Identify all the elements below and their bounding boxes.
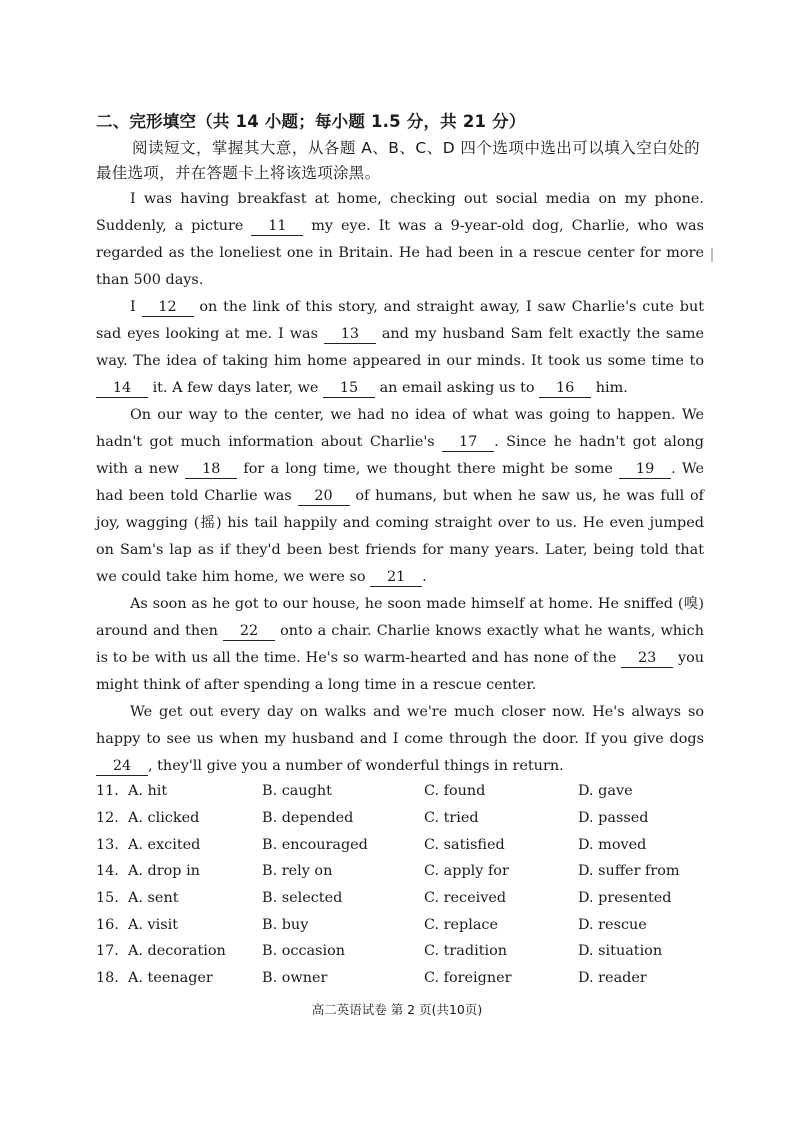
question-number: 17. xyxy=(96,943,119,960)
option-a: A. drop in xyxy=(128,863,200,880)
text-run: I xyxy=(130,299,142,315)
text-run: . We had been told Charlie was xyxy=(96,461,704,504)
blank-11: 11 xyxy=(251,218,303,236)
text-run: . xyxy=(422,569,427,585)
blank-17: 17 xyxy=(442,434,494,452)
question-11-options xyxy=(96,778,716,805)
text-run: him. xyxy=(591,380,628,396)
option-c: C. tradition xyxy=(424,943,508,960)
blank-15: 15 xyxy=(323,380,375,398)
option-d: D. suffer from xyxy=(578,863,680,880)
blank-23: 23 xyxy=(621,650,673,668)
option-d: D. passed xyxy=(578,810,649,827)
question-14-options xyxy=(96,858,716,885)
question-18-options xyxy=(96,965,716,992)
paragraph-2 xyxy=(96,294,704,402)
text-run: for a long time, we thought there might be some xyxy=(237,461,620,477)
text-run: it. A few days later, we xyxy=(148,380,324,396)
option-b: B. selected xyxy=(262,890,343,907)
option-d: D. gave xyxy=(578,783,633,800)
text-run: , they'll give you a number of wonderful things in return. xyxy=(148,758,564,774)
paragraph-3 xyxy=(96,402,704,591)
option-d: D. presented xyxy=(578,890,672,907)
option-c: C. found xyxy=(424,783,486,800)
blank-13: 13 xyxy=(324,326,376,344)
blank-16: 16 xyxy=(539,380,591,398)
blank-12: 12 xyxy=(142,299,194,317)
option-c: C. received xyxy=(424,890,507,907)
scan-artifact xyxy=(711,248,713,262)
blank-20: 20 xyxy=(298,488,350,506)
paragraph-5 xyxy=(96,699,704,780)
option-b: B. buy xyxy=(262,916,309,933)
text-run: on the link of this story, and straight away, I saw Charlie's cute but sad eyes looking at me. I was xyxy=(96,299,704,342)
blank-19: 19 xyxy=(619,461,671,479)
text-run: and my husband Sam felt exactly the same way. The idea of taking him home appeared in our minds. It took us some time to xyxy=(96,326,705,369)
option-a: A. sent xyxy=(128,890,179,907)
question-number: 14. xyxy=(96,863,119,880)
option-d: D. rescue xyxy=(578,916,647,933)
section-instruction: 阅读短文，掌握其大意，从各题 A、B、C、D 四个选项中选出可以填入空白处的最佳选项，并在答题卡上将该选项涂黑。 xyxy=(96,139,700,182)
option-d: D. reader xyxy=(578,970,647,987)
blank-18: 18 xyxy=(185,461,237,479)
option-a: A. excited xyxy=(128,836,201,853)
option-b: B. owner xyxy=(262,970,328,987)
blank-22: 22 xyxy=(223,623,275,641)
option-a: A. decoration xyxy=(128,943,226,960)
text-run: On our way to the center, we had no idea of what was going to happen. We hadn't got much information about Charlie's xyxy=(96,407,704,450)
text-run: . Since he hadn't got along with a new xyxy=(96,434,704,477)
question-17-options xyxy=(96,938,716,965)
option-c: C. replace xyxy=(424,916,499,933)
option-a: A. clicked xyxy=(128,810,200,827)
blank-14: 14 xyxy=(96,380,148,398)
option-c: C. foreigner xyxy=(424,970,512,987)
question-number: 15. xyxy=(96,890,119,907)
option-b: B. encouraged xyxy=(262,836,368,853)
option-a: A. hit xyxy=(128,783,168,800)
text-run: onto a chair. Charlie knows exactly what he wants, which is to be with us all the time. He's so warm-hearted and has none of the xyxy=(96,623,704,666)
text-run: As soon as he got to our house, he soon made himself at home. He sniffed (嗅) around and then xyxy=(96,596,704,639)
text-run: We get out every day on walks and we're much closer now. He's always so happy to see us when my husband and I come through the door. If you give dogs xyxy=(96,704,704,747)
option-d: D. situation xyxy=(578,943,663,960)
paragraph-1 xyxy=(96,186,704,294)
option-b: B. rely on xyxy=(262,863,333,880)
text-run: an email asking us to xyxy=(375,380,540,396)
question-15-options xyxy=(96,885,716,912)
option-d: D. moved xyxy=(578,836,647,853)
question-number: 11. xyxy=(96,783,119,800)
option-b: B. occasion xyxy=(262,943,346,960)
section-heading: 二、完形填空（共 14 小题；每小题 1.5 分，共 21 分） xyxy=(96,112,526,131)
paragraph-4 xyxy=(96,591,704,699)
option-a: A. teenager xyxy=(128,970,213,987)
question-number: 18. xyxy=(96,970,119,987)
option-a: A. visit xyxy=(128,916,179,933)
question-13-options xyxy=(96,831,716,858)
question-16-options xyxy=(96,911,716,938)
question-number: 12. xyxy=(96,810,119,827)
question-number: 16. xyxy=(96,916,119,933)
text-run: you might think of after spending a long time in a rescue center. xyxy=(96,650,705,693)
options-list xyxy=(96,778,716,992)
cloze-passage xyxy=(96,186,704,780)
question-number: 13. xyxy=(96,836,119,853)
page-footer: 高二英语试卷 第 2 页(共10页) xyxy=(311,1002,483,1017)
text-run: I was having breakfast at home, checking out social media on my phone. Suddenly, a picture xyxy=(96,191,704,234)
option-b: B. caught xyxy=(262,783,332,800)
text-run: my eye. It was a 9-year-old dog, Charlie, who was regarded as the loneliest one in Britain. He had been in a rescue center for more than 500 days. xyxy=(96,218,704,288)
blank-21: 21 xyxy=(370,569,422,587)
option-c: C. satisfied xyxy=(424,836,505,853)
text-run: of humans, but when he saw us, he was full of joy, wagging (摇) his tail happily and coming straight over to us. He even jumped on Sam's lap as if they'd been best friends for many years. Later, being told that we could take him home, we were so xyxy=(96,488,704,585)
option-c: C. tried xyxy=(424,810,479,827)
option-c: C. apply for xyxy=(424,863,509,880)
blank-24: 24 xyxy=(96,758,148,776)
option-b: B. depended xyxy=(262,810,354,827)
question-12-options xyxy=(96,805,716,832)
